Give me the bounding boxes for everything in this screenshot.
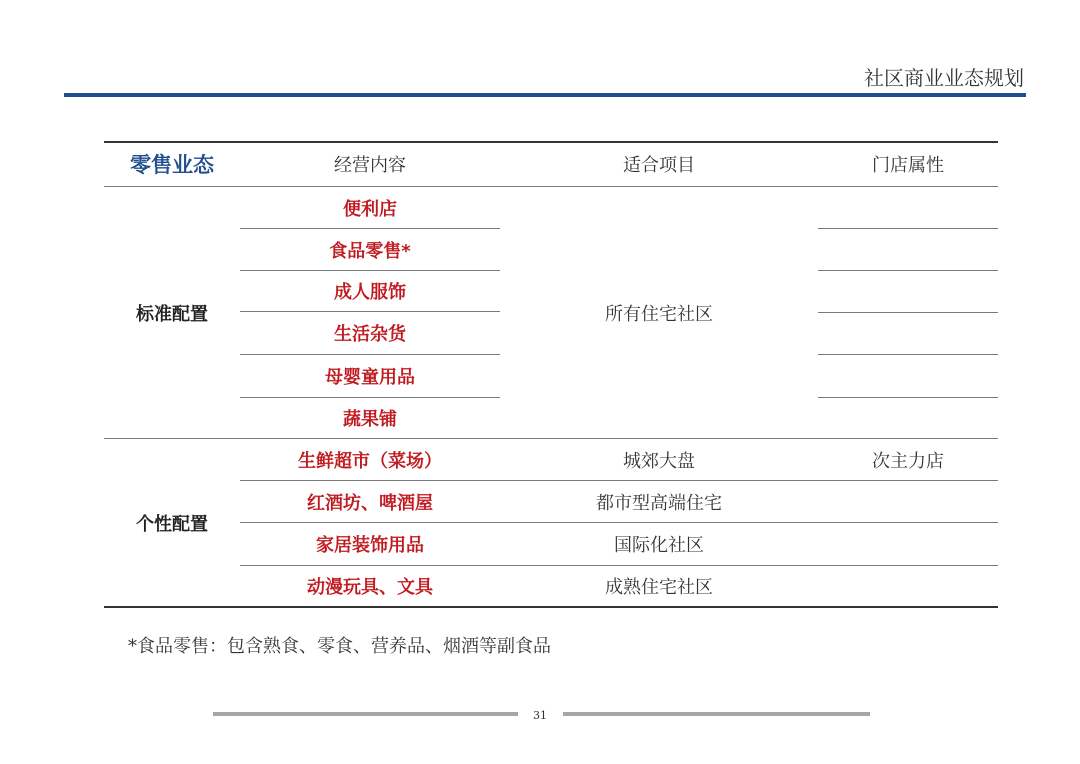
business-item: 家居装饰用品 bbox=[316, 535, 424, 556]
group-label-standard: 标准配置 bbox=[136, 303, 208, 325]
column-header-attribute: 门店属性 bbox=[872, 155, 944, 176]
project-cell: 成熟住宅社区 bbox=[605, 577, 713, 598]
row-divider bbox=[818, 354, 998, 355]
row-divider bbox=[818, 397, 998, 398]
business-item: 食品零售* bbox=[329, 240, 411, 262]
page-bar-right bbox=[563, 712, 870, 716]
project-cell: 所有住宅社区 bbox=[605, 303, 713, 325]
row-divider bbox=[818, 312, 998, 313]
retail-format-table bbox=[104, 141, 998, 608]
business-item: 便利店 bbox=[343, 198, 397, 220]
group-label-personalized: 个性配置 bbox=[136, 513, 208, 535]
column-header-project: 适合项目 bbox=[623, 155, 695, 176]
row-divider bbox=[818, 270, 998, 271]
attribute-cell bbox=[818, 481, 998, 522]
page-number: 31 bbox=[533, 709, 547, 722]
business-item: 成人服饰 bbox=[334, 282, 406, 303]
project-cell: 都市型高端住宅 bbox=[596, 492, 722, 514]
table-bottom-rule bbox=[104, 606, 998, 608]
project-cell: 国际化社区 bbox=[614, 535, 704, 556]
attribute-cell bbox=[818, 566, 998, 606]
footnote: *食品零售：包含熟食、零食、营养品、烟酒等副食品 bbox=[128, 636, 551, 657]
project-cell: 城郊大盘 bbox=[623, 450, 695, 472]
business-item: 蔬果铺 bbox=[343, 409, 397, 430]
business-item: 母婴童用品 bbox=[325, 367, 415, 388]
business-item: 红酒坊、啤酒屋 bbox=[307, 492, 433, 514]
business-item: 生活杂货 bbox=[334, 324, 406, 345]
page-bar-left bbox=[213, 712, 518, 716]
page-header-title: 社区商业业态规划 bbox=[864, 66, 1024, 90]
header-rule bbox=[64, 93, 1026, 97]
business-item: 动漫玩具、文具 bbox=[307, 577, 433, 598]
business-item: 生鲜超市（菜场） bbox=[298, 450, 442, 472]
row-divider bbox=[818, 228, 998, 229]
attribute-cell: 次主力店 bbox=[872, 450, 944, 472]
column-header-format: 零售业态 bbox=[130, 153, 214, 177]
attribute-cell bbox=[818, 523, 998, 565]
column-header-content: 经营内容 bbox=[334, 155, 406, 176]
